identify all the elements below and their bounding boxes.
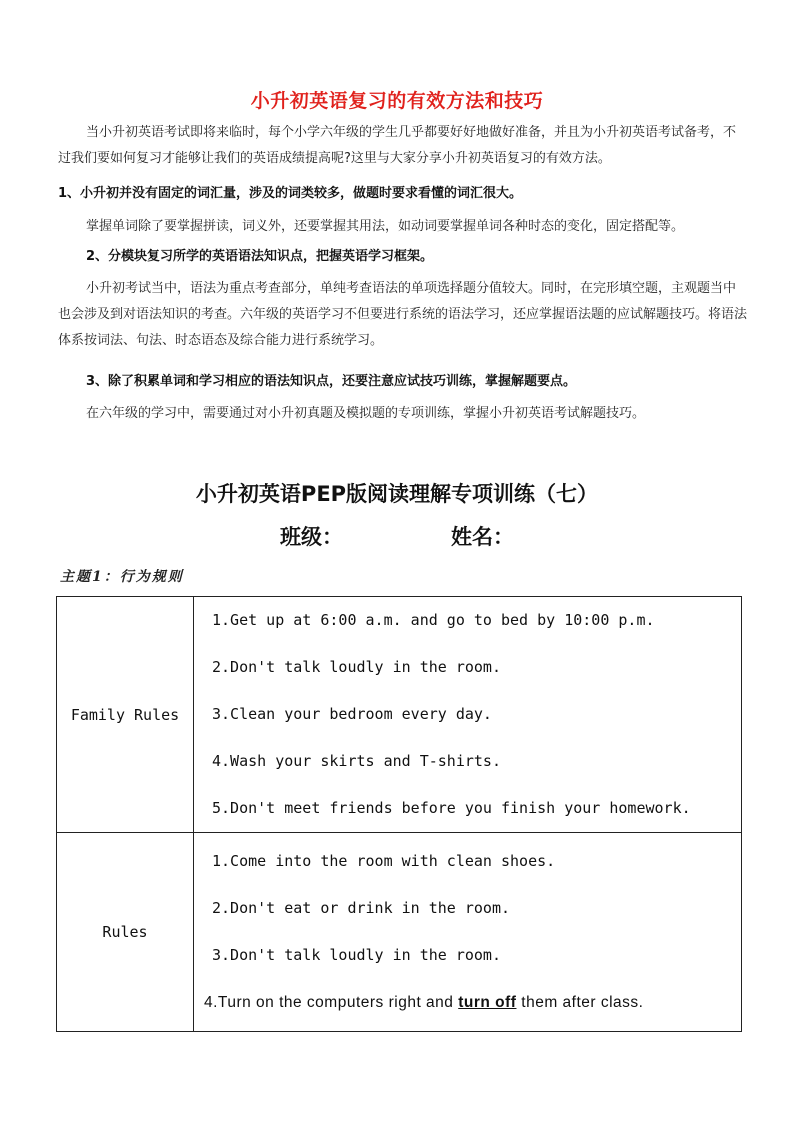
rule-item-text-after: them after class. [516,994,644,1011]
intro-paragraph-1-text: 当小升初英语考试即将来临时，每个小学六年级的学生几乎都要好好地做好准备，并且为小升初英语考试备考，不过我们要如何复习才能够让我们的英语成绩提高呢?这里与大家分享小升初英语复习的有效方法。 [58,125,737,166]
rule-item: 2.Don't talk loudly in the room. [212,658,501,676]
table-row [57,833,742,1032]
name-label: 姓名： [451,525,514,549]
table-row [57,597,742,833]
rule-item: 1.Get up at 6:00 a.m. and go to bed by 10:00 p.m. [212,611,655,629]
tip-heading-2-text: 2、分模块复习所学的英语语法知识点，把握英语学习框架。 [86,249,434,264]
underlined-phrase: turn off [458,994,517,1011]
worksheet-title: 小升初英语PEP版阅读理解专项训练（七） [195,482,599,506]
intro-paragraph-3-text: 小升初考试当中，语法为重点考查部分，单纯考查语法的单项选择题分值较大。同时，在完形填空题，主观题当中也会涉及到对语法知识的考查。六年级的英语学习不但要进行系统的语法学习，还应掌握语法题的应试解题技巧。将语法体系按词法、句法、时态语态及综合能力进行系统学习。 [58,281,748,348]
tip-heading-3-text: 3、除了积累单词和学习相应的语法知识点，还要注意应试技巧训练，掌握解题要点。 [86,374,577,389]
category-cell: Rules [57,833,194,1032]
rules-table [56,596,742,1032]
rule-item: 3.Don't talk loudly in the room. [212,946,501,964]
rule-item: 1.Come into the room with clean shoes. [212,852,556,870]
category-cell: Family Rules [57,597,194,833]
rule-item-text-before: 4.Turn on the computers right and [204,994,459,1011]
intro-paragraph-4-text: 在六年级的学习中，需要通过对小升初真题及模拟题的专项训练，掌握小升初英语考试解题技巧。 [86,406,646,421]
intro-title: 小升初英语复习的有效方法和技巧 [250,90,544,112]
intro-paragraph-1 [58,120,748,172]
tip-heading-3 [58,369,748,395]
rule-item: 2.Don't eat or drink in the room. [212,899,511,917]
class-name-line [0,521,794,551]
topic-heading: 主题1：行为规则 [60,569,184,585]
class-label: 班级： [280,525,343,549]
rule-item: 5.Don't meet friends before you finish your homework. [212,799,691,817]
rule-item [194,979,741,1026]
intro-paragraph-2-text: 掌握单词除了要掌握拼读，词义外，还要掌握其用法，如动词要掌握单词各种时态的变化，固定搭配等。 [86,219,685,234]
items-cell [194,833,742,1032]
intro-paragraph-3 [58,276,748,354]
tip-heading-2 [58,244,748,270]
items-cell [194,597,742,833]
intro-paragraph-2 [58,214,748,240]
rule-item: 3.Clean your bedroom every day. [212,705,492,723]
tip-heading-1: 1、小升初并没有固定的词汇量，涉及的词类较多，做题时要求看懂的词汇很大。 [58,186,523,201]
rule-item: 4.Wash your skirts and T-shirts. [212,752,501,770]
intro-paragraph-4 [58,401,748,427]
